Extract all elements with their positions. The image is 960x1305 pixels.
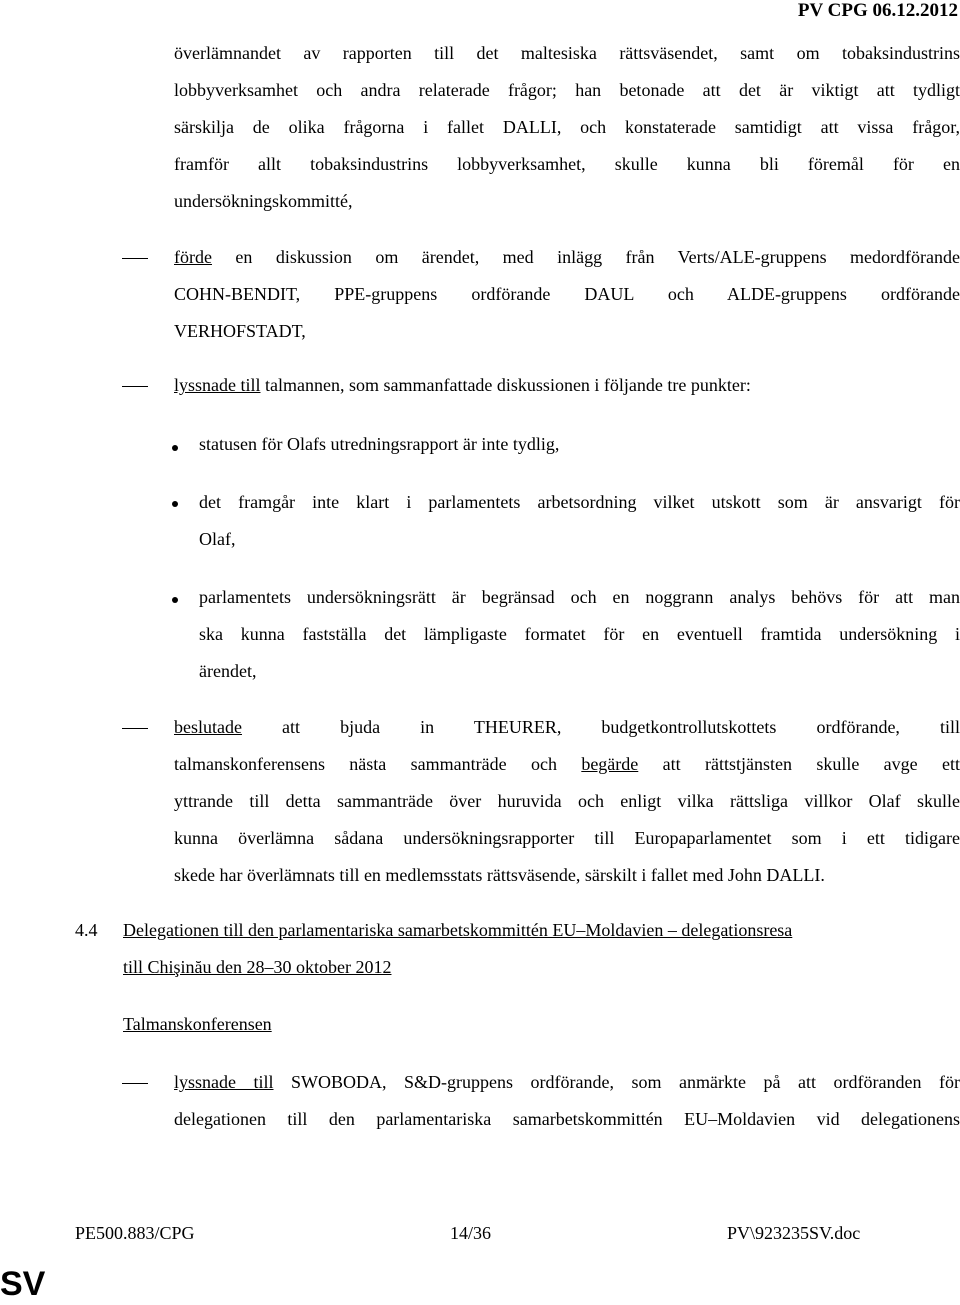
footer-file-name: PV\923235SV.doc — [727, 1223, 861, 1243]
text-line: COHN-BENDIT, PPE-gruppens ordförande DAUL och ALDE-gruppens ordförande — [174, 284, 960, 304]
language-code: SV — [0, 1265, 46, 1303]
text-line: särskilja de olika frågorna i fallet DALLI, och konstaterade samtidigt att vissa frågor, — [174, 117, 960, 137]
text-line — [174, 367, 960, 404]
bullet-marker — [172, 501, 178, 507]
text-line — [174, 746, 960, 783]
item-forde — [174, 239, 960, 350]
dash-marker — [122, 728, 148, 729]
text-line: ärendet, — [199, 661, 257, 681]
text-segment: talmannen, som sammanfattade diskussionen i följande tre punkter: — [260, 375, 751, 395]
text-line: parlamentets undersökningsrätt är begränsad och en noggrann analys behövs för att man — [199, 587, 960, 607]
text-line — [174, 239, 960, 276]
bullet-marker — [172, 445, 178, 451]
keyword-forde: förde — [174, 247, 212, 267]
bullet-item-2 — [199, 484, 960, 558]
text-line: det framgår inte klart i parlamentets arbetsordning vilket utskott som är ansvarigt för — [199, 492, 960, 512]
text-segment: talmanskonferensens nästa sammanträde och — [174, 754, 582, 774]
footer-page-number: 14/36 — [450, 1223, 492, 1243]
dash-marker — [122, 386, 148, 387]
text-segment: att bjuda in THEURER, budgetkontrollutskottets ordförande, till — [241, 717, 960, 737]
dash-marker — [122, 1083, 148, 1084]
text-segment: att rättstjänsten skulle avge ett — [638, 754, 960, 774]
bullet-item-3 — [199, 579, 960, 690]
text-line: yttrande till detta sammanträde över huruvida och enligt vilka rättsliga villkor Olaf skulle — [174, 791, 960, 811]
keyword-begarde: begärde — [581, 754, 639, 774]
item-lyssnade-till-1 — [174, 367, 960, 404]
subheading-talmanskonferensen: Talmanskonferensen — [123, 1014, 272, 1034]
text-line: Olaf, — [199, 529, 236, 549]
text-line: delegationen till den parlamentariska samarbetskommittén EU–Moldavien vid delegationens — [174, 1109, 960, 1129]
intro-paragraph — [174, 35, 960, 220]
text-segment: en diskussion om ärendet, med inlägg från Verts/ALE-gruppens medordförande — [211, 247, 960, 267]
bullet-item-1 — [199, 426, 960, 463]
dash-marker — [122, 258, 148, 259]
footer-document-number: PE500.883/CPG — [75, 1223, 195, 1243]
item-beslutade — [174, 709, 960, 894]
keyword-lyssnade-till: lyssnade till — [174, 1072, 274, 1092]
item-lyssnade-till-2 — [174, 1064, 960, 1138]
text-line: ska kunna fastställa det lämpligaste formatet för en eventuell framtida undersökning i — [199, 624, 960, 644]
bullet-marker — [172, 597, 178, 603]
text-line: kunna överlämna sådana undersökningsrapporter till Europaparlamentet som i ett tidigare — [174, 828, 960, 848]
keyword-lyssnade-till: lyssnade till — [174, 375, 261, 395]
text-line: framför allt tobaksindustrins lobbyverksamhet, skulle kunna bli föremål för en — [174, 154, 960, 174]
section-title-line-2: till Chişinău den 28–30 oktober 2012 — [123, 957, 392, 977]
section-title-line-1: Delegationen till den parlamentariska samarbetskommittén EU–Moldavien – delegationsresa — [123, 920, 793, 940]
text-line: undersökningskommitté, — [174, 191, 353, 211]
text-line: statusen för Olafs utredningsrapport är inte tydlig, — [199, 434, 560, 454]
text-line — [174, 709, 960, 746]
keyword-beslutade: beslutade — [174, 717, 242, 737]
document-reference: PV CPG 06.12.2012 — [797, 0, 958, 21]
text-line: VERHOFSTADT, — [174, 321, 306, 341]
text-segment: SWOBODA, S&D-gruppens ordförande, som anmärkte på att ordföranden för — [273, 1072, 960, 1092]
text-line: skede har överlämnats till en medlemsstats rättsväsende, särskilt i fallet med John DALLI. — [174, 865, 825, 885]
text-line — [174, 1064, 960, 1101]
text-line: lobbyverksamhet och andra relaterade frågor; han betonade att det är viktigt att tydligt — [174, 80, 960, 100]
section-number: 4.4 — [75, 920, 98, 940]
text-line: överlämnandet av rapporten till det maltesiska rättsväsendet, samt om tobaksindustrins — [174, 43, 960, 63]
